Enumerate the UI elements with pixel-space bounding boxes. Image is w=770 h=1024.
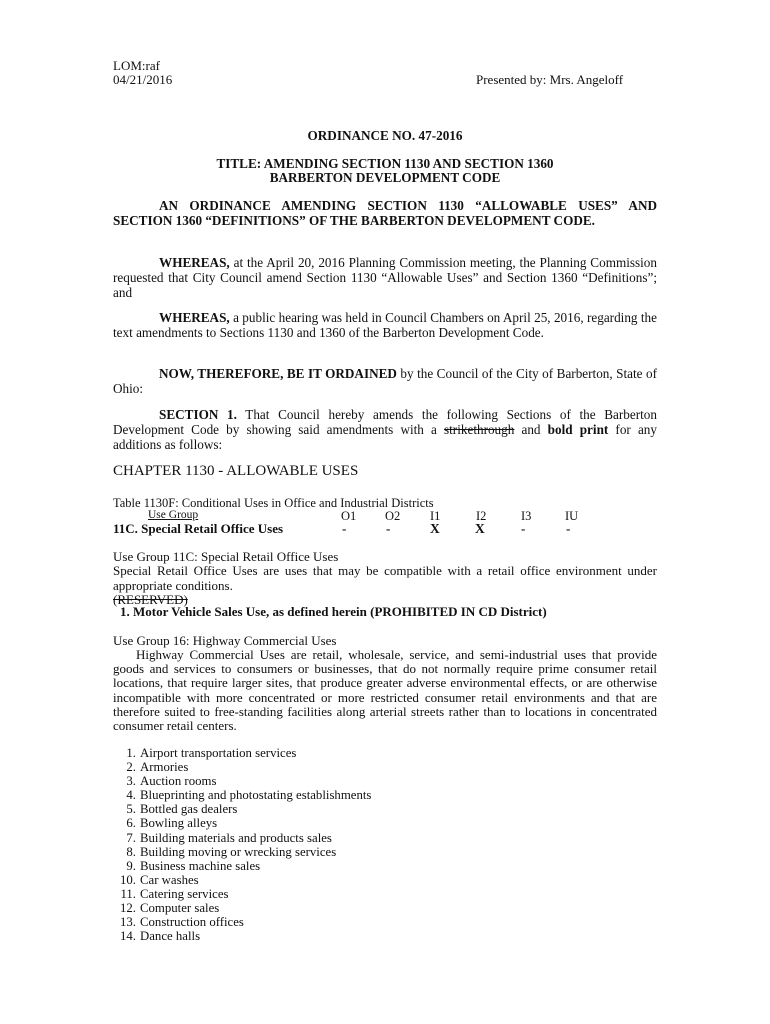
strikethrough-example: strikethrough [444,422,515,437]
list-item-number: 11. [120,886,136,901]
list-item [113,859,371,873]
table-cell-o1: - [342,521,347,536]
list-item [113,816,371,830]
list-item-label: Catering services [140,886,229,901]
list-item-label: Bowling alleys [140,816,218,831]
reserved-strikethrough: (RESERVED) [113,592,188,607]
list-item-label: Car washes [140,872,199,887]
table-cell-i1: X [430,521,440,536]
list-item-number: 5. [126,802,136,817]
table-header-use-group: Use Group [148,509,199,521]
list-item-number: 7. [126,830,136,845]
ordinance-title-line1: TITLE: AMENDING SECTION 1130 AND SECTION 1360 [216,156,554,171]
group-16-list [113,746,371,943]
list-item [113,802,371,816]
list-item [113,760,371,774]
list-item-label: Blueprinting and photostating establishments [140,788,372,803]
list-item-label: Armories [140,760,189,775]
list-item-label: Dance halls [140,929,201,944]
list-item [113,873,371,887]
table-header-o1: O1 [341,509,357,523]
whereas-lead-1: WHEREAS, [159,255,230,270]
section-1-lead: SECTION 1. [159,407,237,422]
bold-print-example: bold print [547,422,609,437]
presenter: Presented by: Mrs. Angeloff [476,72,624,87]
table-header-iu: IU [565,509,579,523]
list-item [113,788,371,802]
ordained-lead: NOW, THEREFORE, BE IT ORDAINED [159,366,397,381]
list-item-number: 6. [126,816,136,831]
list-item-number: 2. [126,760,136,775]
list-item [113,774,371,788]
table-header-i1: I1 [430,509,441,523]
list-item-label: Building moving or wrecking services [140,844,337,859]
ordinance-summary: AN ORDINANCE AMENDING SECTION 1130 “ALLOWABLE USES” AND SECTION 1360 “DEFINITIONS” OF THE BARBERTON DEVELOPMENT CODE. [113,198,657,228]
list-item [113,845,371,859]
ordinance-title-line2: BARBERTON DEVELOPMENT CODE [269,170,501,185]
list-item-label: Building materials and products sales [140,830,332,845]
section-1-text-a: That Council hereby amends the following Sections of the Barberton Development Code by showing said amendments with a [113,407,657,437]
table-cell-iu: - [566,521,571,536]
list-item [113,831,371,845]
ordinance-number: ORDINANCE NO. 47-2016 [307,128,463,143]
list-item-label: Airport transportation services [140,746,297,760]
list-item [113,915,371,929]
list-item-number: 9. [126,858,136,873]
list-item-number: 4. [126,788,136,803]
list-item-number: 1. [126,746,136,760]
table-header-i3: I3 [521,509,532,523]
section-1-text-c: for any additions as follows: [113,422,657,452]
list-item-number: 12. [120,901,136,916]
table-header-o2: O2 [385,509,401,523]
chapter-heading: CHAPTER 1130 - ALLOWABLE USES [113,463,359,479]
whereas-text-1: at the April 20, 2016 Planning Commission meeting, the Planning Commission requested that City Council amend Section 1130 “Allowable Uses” and Section 1360 “Definitions”; and [113,255,657,300]
whereas-paragraph-1 [113,255,657,300]
group-11c-addition: 1. Motor Vehicle Sales Use, as defined herein (PROHIBITED IN CD District) [120,604,547,619]
group-16-heading: Use Group 16: Highway Commercial Uses [113,633,337,648]
list-item-number: 3. [126,774,136,789]
table-caption: Table 1130F: Conditional Uses in Office and Industrial Districts [113,496,434,510]
author-initials: LOM:raf [113,58,160,73]
whereas-lead-2: WHEREAS, [159,310,230,325]
list-item-label: Auction rooms [140,774,217,789]
list-item-label: Business machine sales [140,858,261,873]
table-cell-i2: X [475,521,485,536]
table-row-label: 11C. Special Retail Office Uses [113,521,284,536]
ordained-text: by the Council of the City of Barberton, State of Ohio: [113,366,657,396]
list-item [113,929,371,943]
whereas-paragraph-2 [113,310,657,340]
document-date: 04/21/2016 [113,72,173,87]
ordained-paragraph [113,366,657,396]
list-item-number: 10. [120,872,136,887]
list-item-number: 8. [126,844,136,859]
list-item-label: Construction offices [140,915,244,930]
whereas-text-2: a public hearing was held in Council Chambers on April 25, 2016, regarding the text amendments to Sections 1130 and 1360 of the Barberton Development Code. [113,310,657,340]
list-item-label: Bottled gas dealers [140,802,238,817]
list-item-number: 13. [120,915,136,930]
group-11c-heading: Use Group 11C: Special Retail Office Uses [113,549,339,564]
table-header-i2: I2 [476,509,487,523]
group-16-description: Highway Commercial Uses are retail, wholesale, service, and semi-industrial uses that provide goods and services to consumers or businesses, that do not normally require prime consumer retail locations, that require larger sites, that produce greater adverse environmental effects, or are otherwise incompatible with more concentrated or more restricted consumer retail environments and that are therefore suited to free-standing facilities along arterial streets rather than to locations in concentrated consumer retail centers. [113,647,657,734]
table-cell-o2: - [386,521,391,536]
list-item [113,901,371,915]
list-item [113,887,371,901]
list-item-number: 14. [120,929,136,944]
section-1-paragraph [113,407,657,452]
group-11c-description: Special Retail Office Uses are uses that may be compatible with a retail office environment under appropriate conditions. [113,563,657,593]
section-1-text-b: and [514,422,548,437]
table-cell-i3: - [521,521,526,536]
list-item [113,746,371,760]
list-item-label: Computer sales [140,901,220,916]
